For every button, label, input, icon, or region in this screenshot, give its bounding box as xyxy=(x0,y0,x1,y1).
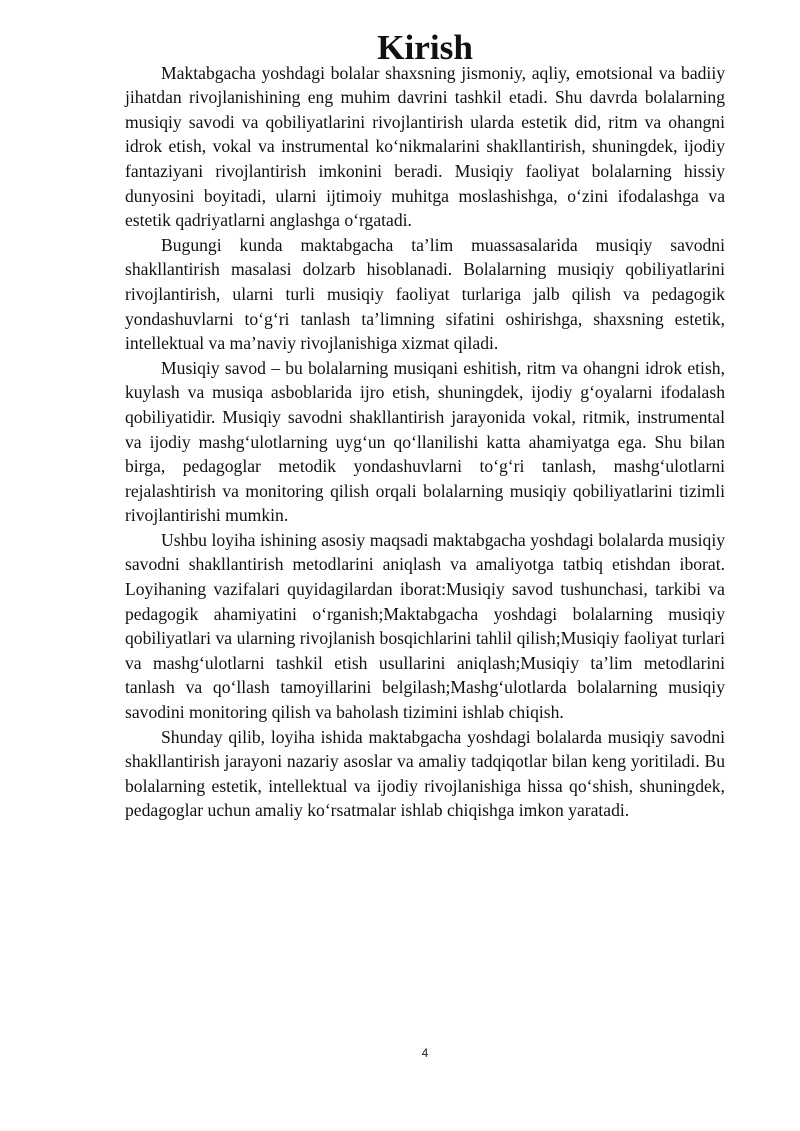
section-title: Kirish xyxy=(377,28,473,67)
paragraph-1: Maktabgacha yoshdagi bolalar shaxsning jismoniy, aqliy, emotsional va badiiy jihatdan rivojlanishining eng muhim davrini tashkil etadi. Shu davrda bolalarning musiqiy savodi va qobiliyatlarini rivojlantirish ularda estetik did, ritm va ohangni idrok etish, vokal va instrumental ko‘nikmalarini shakllantirish, shuningdek, ijodiy fantaziyani rivojlantirish imkonini beradi. Musiqiy faoliyat bolalarning hissiy dunyosini boyitadi, ularni ijtimoiy muhitga moslashishga, o‘zini ifodalashga va estetik qadriyatlarni anglashga o‘rgatadi. xyxy=(125,62,725,231)
paragraph-2: Bugungi kunda maktabgacha ta’lim muassasalarida musiqiy savodni shakllantirish masalasi dolzarb hisoblanadi. Bolalarning musiqiy qobiliyatlarini rivojlantirish, ularni turli musiqiy faoliyat turlariga jalb qilish va pedagogik yondashuvlarni to‘g‘ri tanlash ta’limning sifatini oshirishga, shaxsning estetik, intellektual va ma’naviy rivojlanishiga xizmat qiladi. xyxy=(125,234,725,354)
paragraph-5: Shunday qilib, loyiha ishida maktabgacha yoshdagi bolalarda musiqiy savodni shakllantirish jarayoni nazariy asoslar va amaliy tadqiqotlar bilan keng yoritiladi. Bu bolalarning estetik, intellektual va ijodiy rivojlanishiga hissa qo‘shish, shuningdek, pedagoglar uchun amaliy ko‘rsatmalar ishlab chiqishga imkon yaratadi. xyxy=(125,726,725,821)
paragraph-4: Ushbu loyiha ishining asosiy maqsadi maktabgacha yoshdagi bolalarda musiqiy savodni shakllantirish metodlarini aniqlash va amaliyotga tatbiq etishdan iborat. Loyihaning vazifalari quyidagilardan iborat:Musiqiy savod tushunchasi, tarkibi va pedagogik ahamiyatini o‘rganish;Maktabgacha yoshdagi bolalarning musiqiy qobiliyatlari va ularning rivojlanish bosqichlarini tahlil qilish;Musiqiy faoliyat turlari va mashg‘ulotlarni tashkil etish usullarini aniqlash;Musiqiy ta’lim metodlarini tanlash va qo‘llash tamoyillarini belgilash;Mashg‘ulotlarda bolalarning musiqiy savodini monitoring qilish va baholash tizimini ishlab chiqish. xyxy=(125,529,725,723)
paragraph-3: Musiqiy savod – bu bolalarning musiqani eshitish, ritm va ohangni idrok etish, kuylash va musiqa asboblarida ijro etish, shuningdek, ijodiy g‘oyalarni ifodalash qobiliyatidir. Musiqiy savodni shakllantirish jarayonida vokal, ritmik, instrumental va ijodiy mashg‘ulotlarning uyg‘un qo‘llanilishi katta ahamiyatga ega. Shu bilan birga, pedagoglar metodik yondashuvlarni to‘g‘ri tanlash, mashg‘ulotlarni rejalashtirish va monitoring qilish orqali bolalarning musiqiy qobiliyatlarini tizimli rivojlantirishi mumkin. xyxy=(125,357,725,526)
page-content xyxy=(125,28,725,823)
page-number: 4 xyxy=(421,1046,429,1060)
